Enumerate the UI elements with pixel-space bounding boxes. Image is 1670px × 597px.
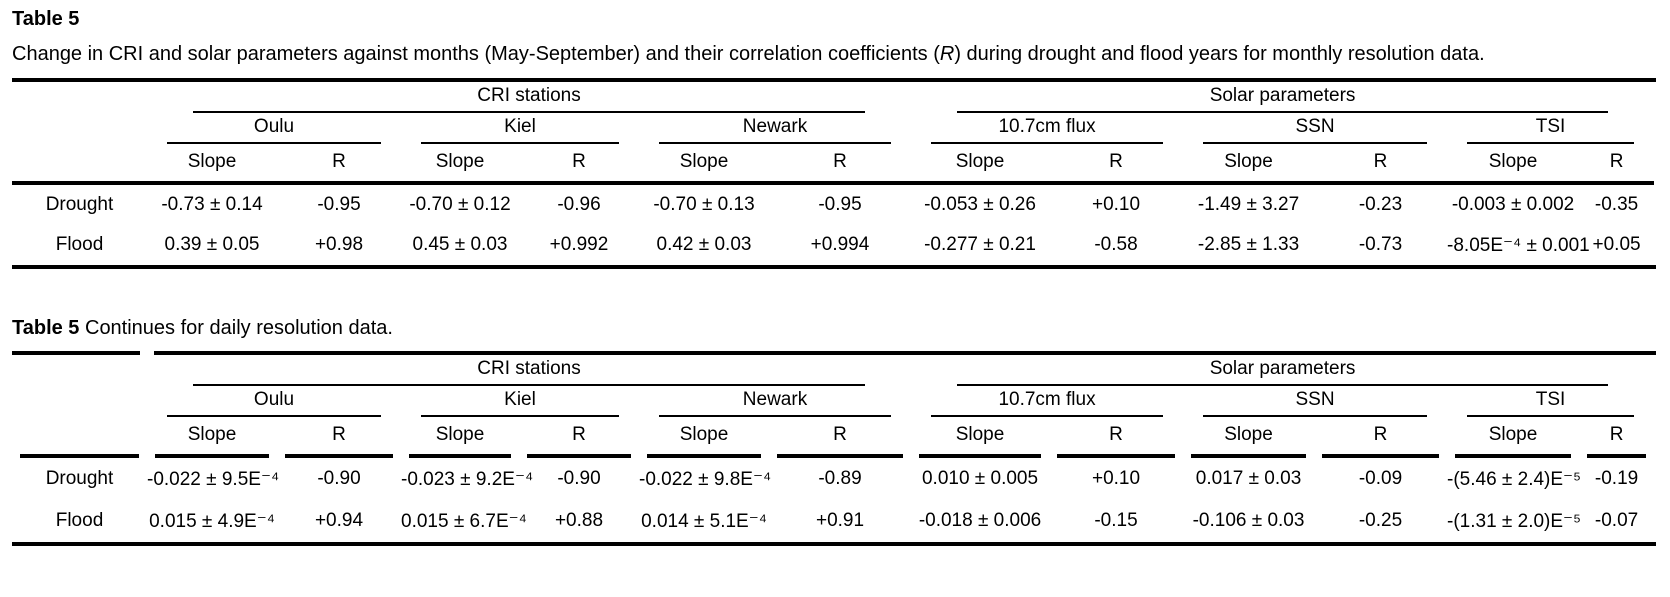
subheader-slope: Slope [187, 424, 237, 445]
group-header-cri-label: CRI stations [193, 355, 865, 386]
station-header-oulu-label: Oulu [167, 113, 381, 144]
station-header-oulu [147, 386, 401, 417]
empty-corner-cell [12, 386, 147, 417]
daily-caption [12, 315, 1656, 341]
subheader-r: R [1609, 424, 1624, 445]
group-header-cri [147, 82, 911, 113]
station-header-kiel-label: Kiel [421, 113, 619, 144]
value-cell: +0.91 [815, 510, 865, 531]
daily-subheader-row [12, 417, 1654, 454]
row-drought [12, 458, 1654, 500]
subheader-slope: Slope [187, 151, 237, 172]
daily-caption-text: Continues for daily resolution data. [79, 317, 393, 339]
value-cell: +0.10 [1091, 194, 1141, 215]
value-cell: -0.58 [1094, 234, 1138, 255]
param-header-flux-label: 10.7cm flux [931, 113, 1163, 144]
value-cell: -0.70 ± 0.12 [409, 194, 511, 215]
value-cell: -0.96 [557, 194, 601, 215]
value-cell: -0.018 ± 0.006 [918, 510, 1042, 531]
row-flood [12, 225, 1654, 265]
subheader-slope: Slope [955, 151, 1005, 172]
daily-top-rule-left-segment [12, 351, 140, 355]
empty-corner-cell [12, 144, 147, 181]
param-header-tsi-label: TSI [1467, 113, 1634, 144]
param-header-ssn [1183, 386, 1447, 417]
monthly-subheader-row [12, 144, 1654, 181]
row-flood [12, 500, 1654, 542]
value-cell: 0.014 ± 5.1E⁻⁴ [641, 510, 767, 532]
value-cell: -0.95 [818, 194, 862, 215]
value-cell: -0.73 [1358, 234, 1403, 255]
caption-r-symbol: R [939, 43, 955, 65]
subheader-slope: Slope [679, 151, 729, 172]
value-cell: +0.05 [1592, 234, 1641, 255]
empty-corner-cell [12, 82, 147, 113]
param-header-flux-label: 10.7cm flux [931, 386, 1163, 417]
value-cell: -0.70 ± 0.13 [653, 194, 755, 215]
subheader-r: R [833, 424, 847, 445]
subheader-r: R [572, 424, 586, 445]
monthly-group-header-row [12, 82, 1654, 113]
subheader-slope: Slope [955, 424, 1005, 445]
param-header-ssn-label: SSN [1203, 113, 1427, 144]
monthly-caption-text [12, 38, 1572, 71]
group-header-solar-label: Solar parameters [957, 82, 1608, 113]
station-header-kiel-label: Kiel [421, 386, 619, 417]
group-header-solar [911, 355, 1654, 386]
value-cell: -2.85 ± 1.33 [1197, 234, 1300, 255]
subheader-r: R [1373, 151, 1388, 172]
subheader-r: R [1609, 151, 1624, 172]
subheader-r: R [833, 151, 847, 172]
value-cell: -0.022 ± 9.5E⁻⁴ [147, 468, 280, 490]
value-cell: 0.015 ± 4.9E⁻⁴ [149, 510, 275, 532]
subheader-slope: Slope [1488, 424, 1538, 445]
group-header-solar [911, 82, 1654, 113]
row-label: Flood [55, 510, 104, 531]
value-cell: -0.25 [1358, 510, 1403, 531]
station-header-kiel [401, 113, 639, 144]
station-header-newark-label: Newark [659, 386, 891, 417]
value-cell: 0.015 ± 6.7E⁻⁴ [401, 510, 527, 532]
monthly-station-header-row [12, 113, 1654, 144]
value-cell: 0.39 ± 0.05 [164, 234, 260, 255]
subheader-slope: Slope [679, 424, 729, 445]
daily-group-header-row [12, 355, 1654, 386]
empty-corner-cell [12, 113, 147, 144]
param-header-flux [911, 113, 1183, 144]
param-header-tsi [1447, 113, 1654, 144]
daily-table-top-rule [12, 351, 1656, 355]
value-cell: -0.73 ± 0.14 [161, 194, 263, 215]
daily-station-header-row [12, 386, 1654, 417]
subheader-r: R [332, 151, 346, 172]
value-cell: +0.94 [314, 510, 364, 531]
station-header-newark [639, 113, 911, 144]
station-header-oulu-label: Oulu [167, 386, 381, 417]
monthly-caption [12, 6, 1656, 71]
value-cell: 0.45 ± 0.03 [412, 234, 508, 255]
subheader-r: R [1109, 424, 1123, 445]
value-cell: -0.277 ± 0.21 [924, 234, 1036, 255]
value-cell: +0.88 [554, 510, 604, 531]
subheader-slope: Slope [1488, 151, 1538, 172]
row-label: Drought [45, 194, 114, 215]
value-cell: -(5.46 ± 2.4)E⁻⁵ [1447, 468, 1581, 490]
monthly-table [12, 82, 1654, 265]
value-cell: -0.15 [1094, 510, 1138, 531]
row-label: Flood [55, 234, 104, 255]
value-cell: +0.992 [549, 234, 609, 255]
caption-text-before-r: Change in CRI and solar parameters against months (May-September) and their correlation coefficients ( [12, 43, 940, 65]
value-cell: -0.09 [1358, 468, 1403, 489]
value-cell: -0.95 [317, 194, 361, 215]
group-header-solar-label: Solar parameters [957, 355, 1608, 386]
subheader-r: R [572, 151, 586, 172]
daily-caption-label: Table 5 [12, 317, 80, 339]
value-cell: -8.05E⁻⁴ ± 0.001 [1447, 234, 1590, 256]
value-cell: -1.49 ± 3.27 [1197, 194, 1300, 215]
group-header-cri [147, 355, 911, 386]
value-cell: -0.90 [557, 468, 601, 489]
subheader-r: R [1109, 151, 1123, 172]
value-cell: -0.106 ± 0.03 [1192, 510, 1305, 531]
subheader-slope: Slope [1224, 424, 1273, 445]
value-cell: 0.017 ± 0.03 [1195, 468, 1302, 489]
param-header-flux [911, 386, 1183, 417]
subheader-slope: Slope [435, 424, 485, 445]
station-header-newark-label: Newark [659, 113, 891, 144]
subheader-slope: Slope [435, 151, 485, 172]
row-label: Drought [45, 468, 114, 489]
daily-table [12, 355, 1654, 542]
subheader-slope: Slope [1224, 151, 1273, 172]
daily-top-rule-right-segment [154, 351, 1656, 355]
value-cell: -0.19 [1594, 468, 1639, 489]
param-header-ssn [1183, 113, 1447, 144]
value-cell: +0.98 [314, 234, 364, 255]
value-cell: -0.003 ± 0.002 [1451, 194, 1575, 215]
param-header-tsi [1447, 386, 1654, 417]
value-cell: -0.053 ± 0.26 [924, 194, 1036, 215]
subheader-r: R [1373, 424, 1388, 445]
station-header-oulu [147, 113, 401, 144]
monthly-table-bottom-rule [12, 265, 1656, 269]
empty-corner-cell [12, 417, 147, 454]
value-cell: +0.994 [810, 234, 870, 255]
value-cell: -0.022 ± 9.8E⁻⁴ [639, 468, 772, 490]
param-header-ssn-label: SSN [1203, 386, 1427, 417]
value-cell: -0.89 [818, 468, 862, 489]
value-cell: -0.35 [1594, 194, 1639, 215]
group-header-cri-label: CRI stations [193, 82, 865, 113]
value-cell: -0.23 [1358, 194, 1403, 215]
param-header-tsi-label: TSI [1467, 386, 1634, 417]
value-cell: -0.07 [1594, 510, 1639, 531]
caption-text-after-r: ) during drought and flood years for monthly resolution data. [954, 43, 1485, 65]
value-cell: -0.023 ± 9.2E⁻⁴ [401, 468, 534, 490]
row-drought [12, 185, 1654, 225]
value-cell: 0.010 ± 0.005 [921, 468, 1039, 489]
empty-corner-cell [12, 355, 147, 386]
subheader-r: R [332, 424, 346, 445]
monthly-caption-label: Table 5 [12, 8, 80, 30]
station-header-newark [639, 386, 911, 417]
daily-table-bottom-rule [12, 542, 1656, 546]
station-header-kiel [401, 386, 639, 417]
value-cell: -0.90 [317, 468, 361, 489]
value-cell: 0.42 ± 0.03 [656, 234, 752, 255]
value-cell: +0.10 [1091, 468, 1141, 489]
value-cell: -(1.31 ± 2.0)E⁻⁵ [1447, 510, 1581, 532]
